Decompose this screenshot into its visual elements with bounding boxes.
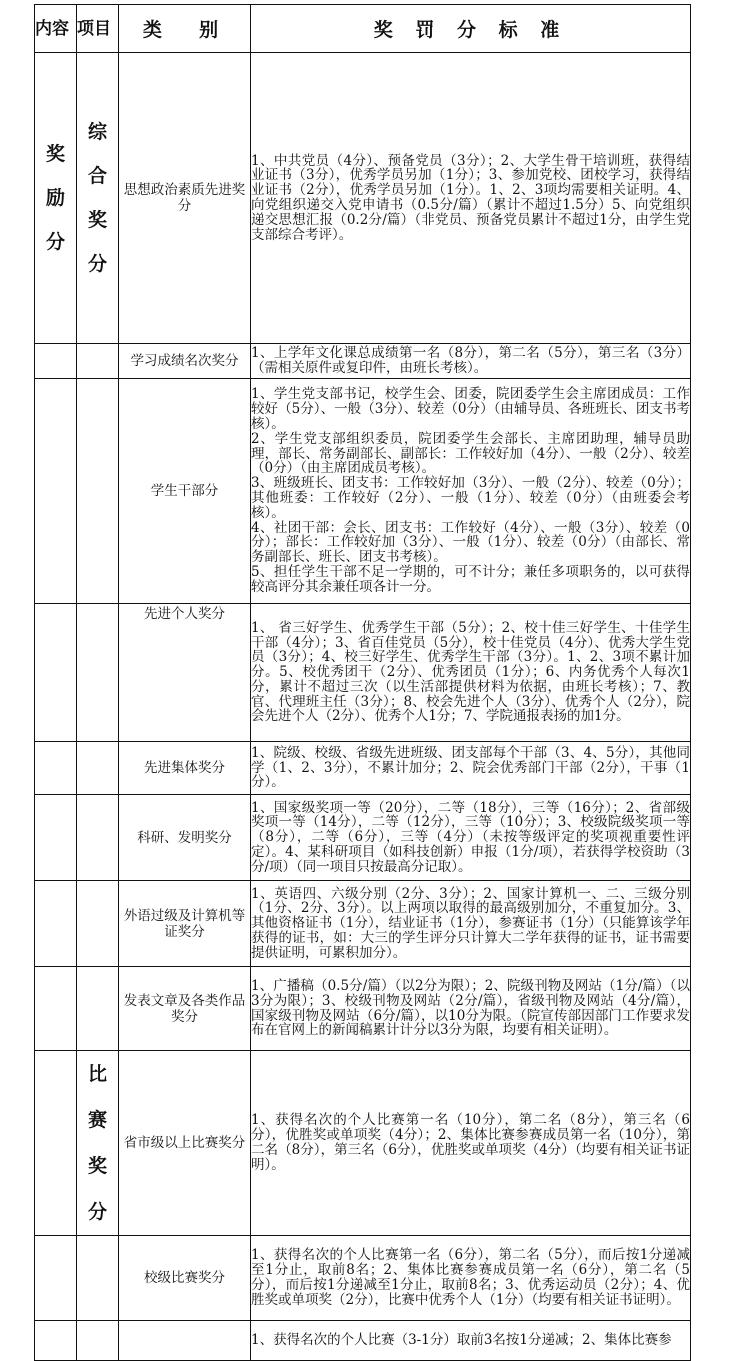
category-cell: 先进集体奖分: [119, 742, 251, 795]
category-cell: 思想政治素质先进奖分: [119, 53, 251, 344]
standard-cell: 1、英语四、六级分别（2分、3分）；2、国家计算机一、二、三级分别（1分、2分、3分）。以上两项以取得的最高级别加分，不重复加分。3、其他资格证书（1分），结业证书（1分），参赛证书（1分）（只能算该学年获得的证书，如：大三的学生评分只计算大二学年获得的证书，证书需要提供证明，可累积加分）。: [251, 881, 691, 967]
table-row: [35, 967, 691, 1051]
standard-cell: 1、学生党支部书记，校学生会、团委，院团委学生会主席团成员：工作较好（5分）、一般（3分）、较差（0分）（由辅导员、各班班长、团支书考核）。 2、学生党支部组织委员，院团委学生会部长、主席团助理，辅导员助理，部长、常务副部长、副部长：工作较好加（4分）、一般（2分）、较差（0分）（由主席团成员考核）。 3、班级班长、团支书：工作较好加（3分）、一般（2分）、较差（0分）；其他班委：工作较好（2分）、一般（1分）、较差（0分）（由班委会考核）。 4、社团干部：会长、团支书：工作较好（4分）、一般（3分）、较差（0分）；部长：工作较好加（3分）、一般（1分）、较差（0分）（由部长、常务副部长、班长、团支书考核）。 5、担任学生干部不足一学期的，可不计分；兼任多项职务的，以可获得较高评分其余兼任项各计一分。: [251, 379, 691, 604]
header-standard: 奖 罚 分 标 准: [251, 5, 691, 53]
table-row: [35, 1051, 691, 1236]
header-content: 内容: [35, 5, 77, 53]
category-cell: 学生干部分: [119, 379, 251, 604]
table-row: [35, 795, 691, 881]
table-row: [35, 53, 691, 344]
header-category: 类 别: [119, 5, 251, 53]
category-cell: 科研、发明奖分: [119, 795, 251, 881]
table-row: [35, 344, 691, 379]
header-item: 项目: [77, 5, 119, 53]
standard-cell: 1、上学年文化课总成绩第一名（8分），第二名（5分），第三名（3分）（需相关原件或复印件，由班长考核）。: [251, 344, 691, 379]
table-row: [35, 1236, 691, 1321]
standard-cell: 1、院级、校级、省级先进班级、团支部每个干部（3、4、5分），其他同学（1、2、3分），不累计加分；2、院会优秀部门干部（2分），干事（1分）。: [251, 742, 691, 795]
category-cell: 先进个人奖分: [119, 604, 251, 742]
comprehensive-section-label: 综合奖分: [77, 53, 119, 344]
category-cell: 发表文章及各类作品奖分: [119, 967, 251, 1051]
category-cell: 校级比赛奖分: [119, 1236, 251, 1321]
standard-cell: 1、国家级奖项一等（20分），二等（18分），三等（16分）；2、省部级奖项一等（14分），二等（12分），三等（10分）；3、校级院级奖项一等（8分），二等（6分），三等（4分）（未按等级评定的奖项视重要性评定）。4、某科研项目（如科技创新）申报（1分/项），若获得学校资助（3分/项）（同一项目只按最高分记取）。: [251, 795, 691, 881]
competition-section-label: 比赛奖分: [77, 1051, 119, 1236]
category-cell: [119, 1321, 251, 1361]
standard-cell: 1、 省三好学生、优秀学生干部（5分）；2、校十佳三好学生、十佳学生干部（4分）；3、省百佳党员（5分），校十佳党员（4分）、优秀大学生党员（3分）；4、校三好学生、优秀学生干部（3分）。1、2、3项不累计加分。5、校优秀团干（2分）、优秀团员（1分）；6、内务优秀个人每次1分，累计不超过三次（以生活部提供材料为依据，由班长考核）；7、教官、代理班主任（3分）；8、校会先进个人（3分）、优秀个人（2分），院会先进个人（2分）、优秀个人1分；7、学院通报表扬的加1分。: [251, 604, 691, 742]
standard-cell: 1、获得名次的个人比赛（3-1分）取前3名按1分递减；2、集体比赛参: [251, 1321, 691, 1361]
standard-cell: 1、获得名次的个人比赛第一名（10分），第二名（8分），第三名（6分），优胜奖或单项奖（4分）；2、集体比赛参赛成员第一名（10分），第二名（8分），第三名（6分），优胜奖或单项奖（4分）（均要有相关证书证明）。: [251, 1051, 691, 1236]
table-row: [35, 742, 691, 795]
standard-cell: 1、获得名次的个人比赛第一名（6分），第二名（5分），而后按1分递减至1分止，取前8名；2、集体比赛参赛成员第一名（6分），第二名（5分），而后按1分递减至1分止，取前8名；3、优秀运动员（2分）；4、优胜奖或单项奖（2分），比赛中优秀个人（1分）（均要有相关证书证明）。: [251, 1236, 691, 1321]
reward-penalty-table: [34, 4, 691, 1361]
category-cell: 外语过级及计算机等证奖分: [119, 881, 251, 967]
category-cell: 学习成绩名次奖分: [119, 344, 251, 379]
table-row: [35, 881, 691, 967]
table-row: [35, 1321, 691, 1361]
standard-cell: 1、中共党员（4分）、预备党员（3分）；2、大学生骨干培训班，获得结业证书（3分），优秀学员另加（1分）；3、参加党校、团校学习，获得结业证书（2分），优秀学员另加（1分）。1、2、3项均需要相关证明。4、向党组织递交入党申请书（0.5分/篇）（累计不超过1.5分）5、向党组织递交思想汇报（0.2分/篇）（非党员、预备党员累计不超过1分，由学生党支部综合考评）。: [251, 53, 691, 344]
table-row: [35, 604, 691, 742]
standard-cell: 1、广播稿（0.5分/篇）（以2分为限）；2、院级刊物及网站（1分/篇）（以3分为限）；3、校级刊物及网站（2分/篇），省级刊物及网站（4分/篇），国家级刊物及网站（6分/篇），以10分为限。（院宣传部因部门工作要求发布在官网上的新闻稿累计计分以3分为限，均要有相关证明）。: [251, 967, 691, 1051]
reward-section-label: 奖励分: [35, 53, 77, 344]
header-row: [35, 5, 691, 53]
table-row: [35, 379, 691, 604]
category-cell: 省市级以上比赛奖分: [119, 1051, 251, 1236]
